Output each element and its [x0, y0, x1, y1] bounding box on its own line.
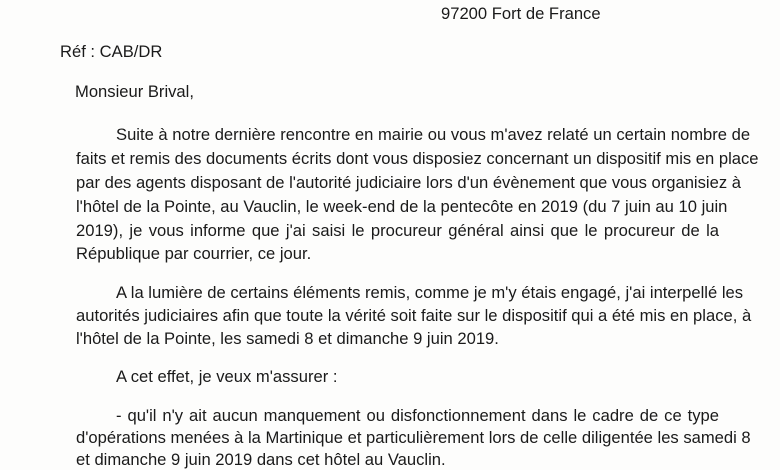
paragraph-1-line: par des agents disposant de l'autorité judiciaire lors d'un évènement que vous organisiez à	[76, 173, 741, 192]
paragraph-4-line: d'opérations menées à la Martinique et particulièrement lors de celle diligentée les samedi 8	[76, 428, 751, 447]
paragraph-1-line: l'hôtel de la Pointe, au Vauclin, le week-end de la pentecôte en 2019 (du 7 juin au 10 juin	[76, 197, 728, 216]
paragraph-4-line: - qu'il n'y ait aucun manquement ou disfonctionnement dans le cadre de ce type	[116, 406, 719, 425]
paragraph-3: A cet effet, je veux m'assurer :	[116, 367, 338, 386]
salutation: Monsieur Brival,	[75, 82, 194, 101]
paragraph-1-line: Suite à notre dernière rencontre en mairie ou vous m'avez relaté un certain nombre de	[116, 125, 751, 144]
paragraph-2-line: A la lumière de certains éléments remis, comme je m'y étais engagé, j'ai interpellé les	[116, 283, 744, 302]
reference-line: Réf : CAB/DR	[60, 42, 163, 61]
paragraph-2-line: autorités judiciaires afin que toute la vérité soit faite sur le dispositif qui a été mis en place, à	[76, 306, 752, 325]
paragraph-1-line: 2019), je vous informe que j'ai saisi le procureur général ainsi que le procureur de la	[76, 221, 719, 240]
paragraph-2-line: l'hôtel de la Pointe, les samedi 8 et dimanche 9 juin 2019.	[76, 329, 499, 348]
paragraph-4-line: et dimanche 9 juin 2019 dans cet hôtel au Vauclin.	[76, 450, 446, 469]
paragraph-1-line: faits et remis des documents écrits dont vous disposiez concernant un dispositif mis en place	[76, 149, 759, 168]
paragraph-1-line: République par courrier, ce jour.	[76, 244, 312, 263]
address-city-line: 97200 Fort de France	[441, 4, 601, 23]
